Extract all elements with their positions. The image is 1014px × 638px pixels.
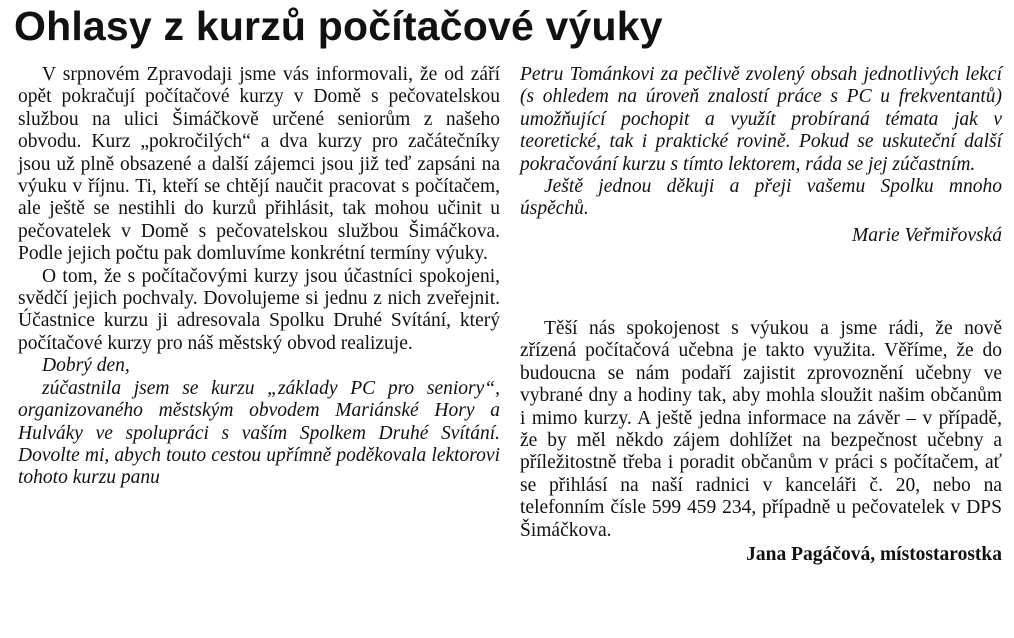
letter-paragraph: zúčastnila jsem se kurzu „základy PC pro seniory“, organizovaného městským obvodem Mariánské Hory a Hulváky ve spolupráci s vaším Spolkem Druhé Svítání. Dovolte mi, abych touto cestou upřímně poděkovala lektorovi tohoto kurzu panu (18, 377, 500, 489)
article-author: Jana Pagáčová, místostarostka (746, 544, 1002, 566)
right-column (520, 64, 1002, 247)
closing-paragraph: Těší nás spokojenost s výukou a jsme rádi, že nově zřízená počítačová učebna je takto využita. Věříme, že do budoucna se nám podaří zajistit zprovoznění učebny ve vybrané dny a hodiny tak, aby mohla sloužit našim občanům i mimo kurzy. A ještě jedna informace na závěr – v případě, že by měl někdo zájem dohlížet na bezpečnost učebny a příležitostně třeba i poradit občanům v práci s počítačem, ať se přihlásí na naší radnici v kanceláři č. 20, nebo na telefonním čísle 599 459 234, případně u pečovatelek v DPS Šimáčkova. (520, 318, 1002, 541)
article-title: Ohlasy z kurzů počítačové výuky (14, 3, 663, 49)
closing-block (520, 318, 1002, 566)
letter-greeting: Dobrý den, (42, 355, 130, 377)
letter-paragraph-continued: Petru Tománkovi za pečlivě zvolený obsah jednotlivých lekcí (s ohledem na úroveň znalostí práce s PC u frekventantů) umožňující pochopit a využít probíraná témata jak v teoretické, tak i praktické rovině. Pokud se uskuteční další pokračování kurzu s tímto lektorem, ráda se jej zúčastním. (520, 64, 1002, 175)
left-column (18, 64, 500, 490)
letter-thanks-paragraph: Ještě jednou děkuji a přeji vašemu Spolku mnoho úspěchů. (520, 176, 1002, 220)
praise-paragraph: O tom, že s počítačovými kurzy jsou účastníci spokojeni, svědčí jejich pochvaly. Dovolujeme si jednu z nich zveřejnit. Účastnice kurzu ji adresovala Spolku Druhé Svítání, který počítačové kurzy pro náš městský obvod realizuje. (18, 265, 500, 354)
letter-signature: Marie Veřmiřovská (851, 224, 1002, 246)
intro-paragraph: V srpnovém Zpravodaji jsme vás informovali, že od září opět pokračují počítačové kurzy v Domě s pečovatelskou službou na ulici Šimáčkově určené seniorům z našeho obvodu. Kurz „pokročilých“ a dva kurzy pro začátečníky jsou už plně obsazené a další zájemci jsou již teď zapsáni na výuku v říjnu. Ti, kteří se chtějí naučit pracovat s počítačem, ale ještě se nestihli do kurzů přihlásit, tak mohou učinit u pečovatelek v Domě s pečovatelskou službou Šimáčkova. Podle jejich počtu pak domluvíme konkrétní termíny výuky. (18, 64, 500, 265)
